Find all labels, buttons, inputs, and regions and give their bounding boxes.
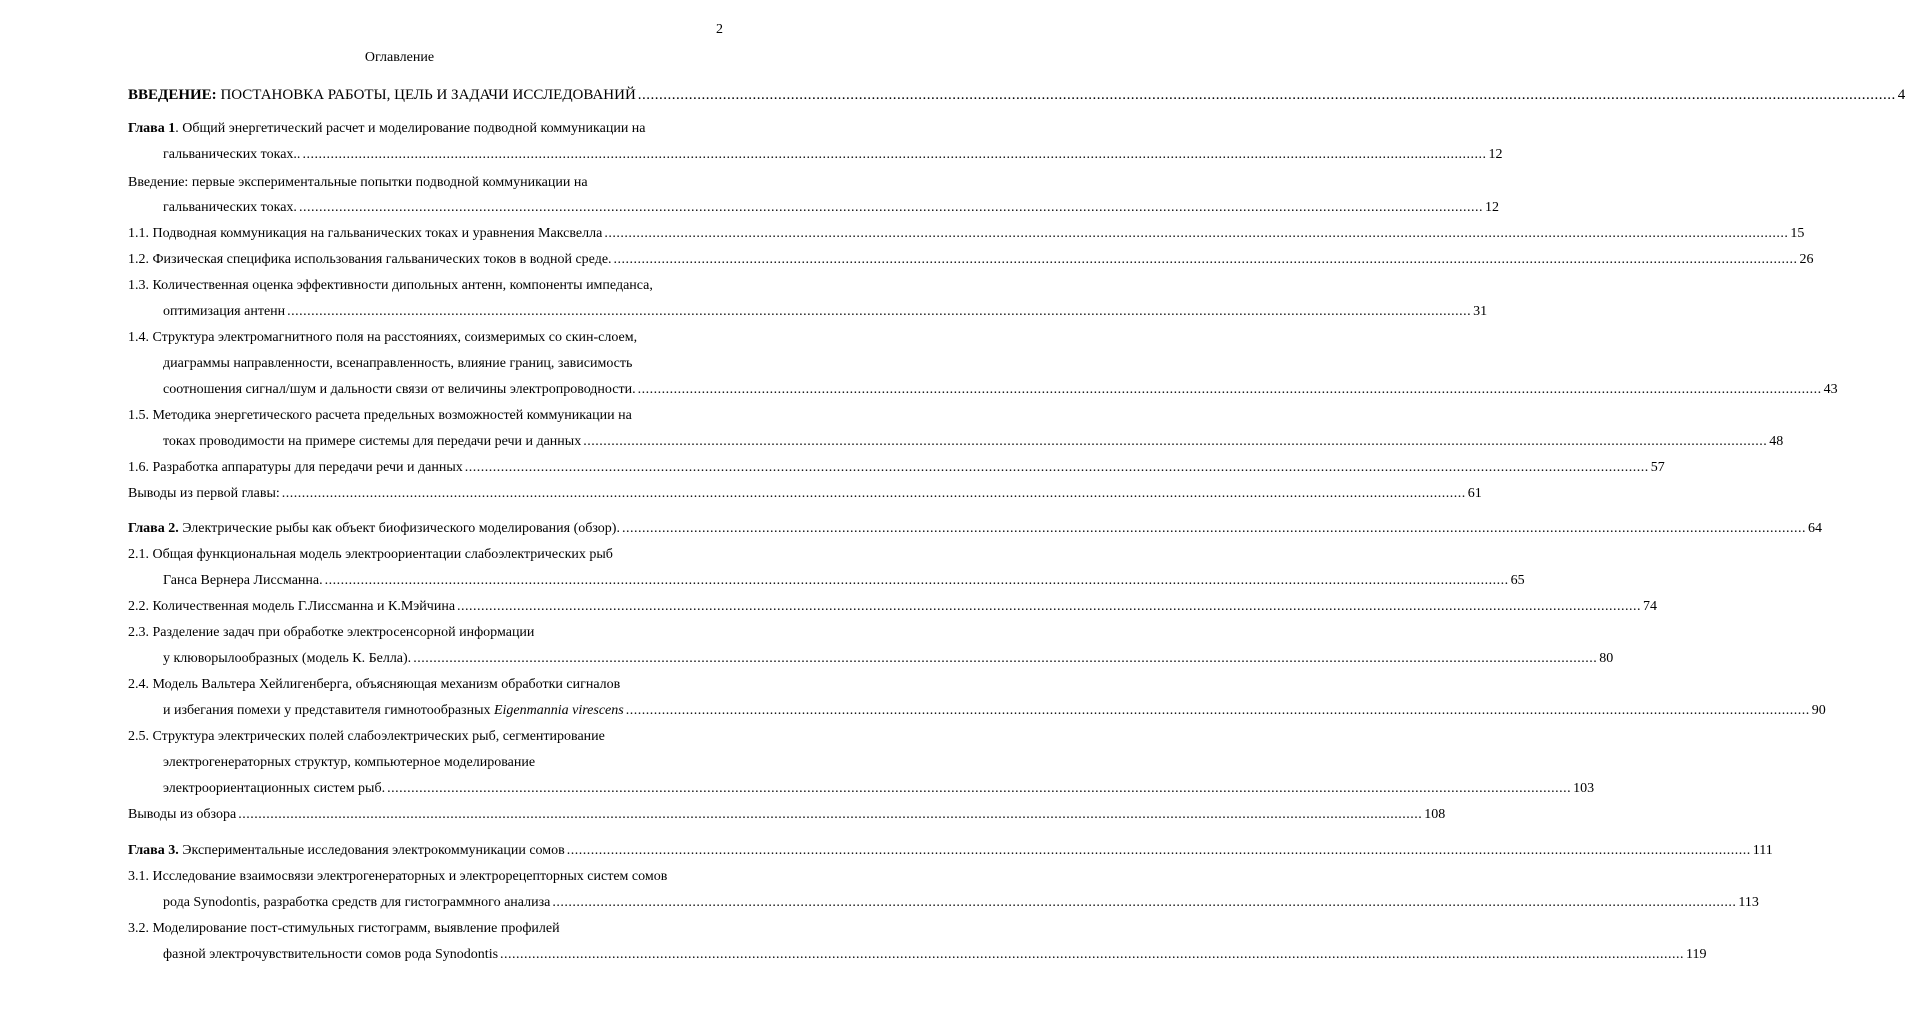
toc-line	[128, 598, 1658, 616]
toc-entry-title: 1.3. Количественная оценка эффективности дипольных антенн, компоненты импеданса,	[128, 278, 653, 293]
toc-entry-text	[128, 485, 280, 503]
toc-entry-title: 2.1. Общая функциональная модель электроориентации слабоэлектрических рыб	[128, 547, 613, 562]
toc-entry-text	[128, 676, 620, 694]
toc-line	[128, 520, 1822, 538]
toc-page-number: 108	[1424, 807, 1446, 822]
toc-line	[163, 894, 1759, 912]
toc-page-number: 90	[1811, 703, 1826, 718]
toc-line	[163, 146, 1503, 164]
toc-entry-text	[128, 868, 667, 886]
dot-leader	[622, 520, 1806, 538]
toc-page-number: 119	[1686, 947, 1707, 962]
dot-leader	[583, 433, 1767, 451]
toc-entry-text	[128, 329, 637, 347]
toc-entry-title: оптимизация антенн	[163, 304, 286, 319]
toc-entry-title: Ганса Вернера Лиссманна.	[163, 573, 323, 588]
toc-line	[163, 946, 1707, 964]
toc-entry-title: 2.3. Разделение задач при обработке электросенсорной информации	[128, 625, 535, 640]
toc-line	[128, 546, 613, 564]
dot-leader	[567, 842, 1751, 860]
toc-page-number: 12	[1484, 200, 1499, 215]
toc-line	[163, 780, 1595, 798]
toc-entry-title: Введение: первые экспериментальные попытки подводной коммуникации на	[128, 175, 588, 190]
toc-line	[128, 277, 653, 295]
toc-line	[163, 650, 1614, 668]
toc-page-number: 113	[1738, 895, 1759, 910]
toc-entry-title: Экспериментальные исследования электрокоммуникации сомов	[178, 843, 565, 858]
toc-line	[163, 572, 1525, 590]
toc-entry-title: токах проводимости на примере системы для передачи речи и данных	[163, 434, 582, 449]
toc-entry-title: электроориентационных систем рыб.	[163, 781, 386, 796]
toc-line	[128, 329, 637, 347]
toc-line	[163, 702, 1826, 720]
dot-leader	[552, 894, 1736, 912]
toc-entry-text	[163, 433, 581, 451]
toc-page-number: 111	[1752, 843, 1773, 858]
page-title: Оглавление	[364, 50, 435, 65]
toc-line	[128, 86, 1905, 104]
toc-page-number: 61	[1467, 486, 1482, 501]
toc-entry-text	[128, 624, 534, 642]
toc-entry-text	[128, 120, 646, 138]
toc-page-number: 15	[1790, 226, 1805, 241]
toc-line	[128, 251, 1814, 269]
toc-line	[128, 806, 1446, 824]
toc-entry-title: гальванических токах..	[163, 147, 301, 162]
toc-entry-title: диаграммы направленности, всенаправленность, влияние границ, зависимость	[163, 356, 633, 371]
toc-entry-heading: Глава 1	[128, 121, 176, 136]
toc-page-number: 31	[1473, 304, 1488, 319]
toc-entry-title: электрогенераторных структур, компьютерное моделирование	[163, 755, 536, 770]
toc-entry-text	[128, 251, 612, 269]
toc-entry-species: Eigenmannia virescens	[493, 703, 624, 718]
toc-entry-text	[128, 598, 455, 616]
toc-entry-text	[128, 728, 605, 746]
dot-leader	[387, 780, 1571, 798]
dot-leader	[614, 251, 1798, 269]
toc-entry-title: соотношения сигнал/шум и дальности связи от величины электропроводности.	[163, 382, 636, 397]
toc-page-number: 65	[1510, 573, 1525, 588]
dot-leader	[604, 225, 1788, 243]
toc-entry-title: и избегания помехи у представителя гимнотообразных	[163, 703, 494, 718]
toc-entry-text	[163, 381, 636, 399]
toc-line	[128, 728, 605, 746]
toc-entry-text	[128, 225, 602, 243]
toc-entry-text	[163, 946, 498, 964]
toc-entry-heading: Глава 3.	[128, 843, 179, 858]
toc-line	[163, 754, 535, 772]
toc-entry-text	[128, 842, 565, 860]
toc-line	[163, 303, 1488, 321]
toc-entry-title: Выводы из обзора	[128, 807, 237, 822]
toc-line	[128, 459, 1665, 477]
toc-entry-text	[163, 303, 285, 321]
toc-line	[128, 407, 632, 425]
toc-entry-title: 1.6. Разработка аппаратуры для передачи речи и данных	[128, 460, 463, 475]
toc-entry-title: 2.2. Количественная модель Г.Лиссманна и К.Мэйчина	[128, 599, 456, 614]
toc-entry-text	[163, 355, 632, 373]
toc-entry-title: 1.2. Физическая специфика использования гальванических токов в водной среде.	[128, 252, 612, 267]
toc-line	[128, 485, 1482, 503]
toc-entry-title: 3.1. Исследование взаимосвязи электрогенераторных и электрорецепторных систем сомов	[128, 869, 668, 884]
toc-entry-text	[163, 702, 624, 720]
toc-entry-text	[128, 86, 636, 104]
toc-page-number: 64	[1807, 521, 1822, 536]
dot-leader	[457, 598, 1641, 616]
dot-leader	[238, 806, 1422, 824]
toc-page-number: 48	[1769, 434, 1784, 449]
toc-entry-text	[163, 780, 385, 798]
toc-line	[128, 676, 620, 694]
dot-leader	[287, 303, 1471, 321]
toc-entry-title: ПОСТАНОВКА РАБОТЫ, ЦЕЛЬ И ЗАДАЧИ ИССЛЕДОВАНИЙ	[216, 87, 636, 103]
dot-leader	[500, 946, 1684, 964]
dot-leader	[282, 485, 1466, 503]
toc-entry-title: Выводы из первой главы:	[128, 486, 280, 501]
dot-leader	[626, 702, 1810, 720]
dot-leader	[638, 381, 1822, 399]
toc-page-number: 4	[1897, 87, 1905, 103]
toc-entry-text	[128, 459, 463, 477]
toc-page-number: 57	[1650, 460, 1665, 475]
toc-entry-text	[128, 407, 632, 425]
toc-entry-text	[128, 520, 620, 538]
toc-entry-text	[163, 894, 550, 912]
toc-page-number: 12	[1488, 147, 1503, 162]
toc-entry-text	[128, 546, 613, 564]
toc-entry-title: 2.5. Структура электрических полей слабоэлектрических рыб, сегментирование	[128, 729, 605, 744]
dot-leader	[299, 199, 1483, 217]
toc-line	[128, 868, 667, 886]
toc-page-number: 43	[1823, 382, 1838, 397]
toc-entry-title: 2.4. Модель Вальтера Хейлигенберга, объясняющая механизм обработки сигналов	[128, 677, 621, 692]
toc-line	[163, 381, 1838, 399]
toc-entry-heading: ВВЕДЕНИЕ:	[128, 87, 217, 103]
toc-entry-text	[128, 920, 560, 938]
toc-entry-title: 1.4. Структура электромагнитного поля на расстояниях, соизмеримых со скин-слоем,	[128, 330, 638, 345]
toc-entry-text	[163, 572, 323, 590]
toc-entry-title: 1.1. Подводная коммуникация на гальванических токах и уравнения Максвелла	[128, 226, 603, 241]
toc-entry-text	[163, 754, 535, 772]
toc-entry-title: . Общий энергетический расчет и моделирование подводной коммуникации на	[175, 121, 646, 136]
toc-entry-text	[163, 199, 297, 217]
toc-entry-title: 1.5. Методика энергетического расчета предельных возможностей коммуникации на	[128, 408, 632, 423]
toc-line	[128, 120, 646, 138]
toc-entry-text	[163, 146, 300, 164]
toc-entry-title: рода Synodontis, разработка средств для гистограммного анализа	[163, 895, 551, 910]
toc-line	[128, 920, 560, 938]
dot-leader	[325, 572, 1509, 590]
toc-page-number: 80	[1599, 651, 1614, 666]
toc-page-number: 74	[1643, 599, 1658, 614]
dot-leader	[413, 650, 1597, 668]
toc-entry-heading: Глава 2.	[128, 521, 179, 536]
toc-entry-title: фазной электрочувствительности сомов рода Synodontis	[163, 947, 499, 962]
toc-entry-text	[163, 650, 411, 668]
toc-entry-title: у клюворылообразных (модель К. Белла).	[163, 651, 412, 666]
dot-leader	[465, 459, 1649, 477]
toc-line	[163, 355, 632, 373]
page-number: 2	[716, 22, 723, 37]
toc-line	[163, 433, 1784, 451]
toc-entry-title: гальванических токах.	[163, 200, 297, 215]
dot-leader	[638, 86, 1896, 104]
toc-entry-title: 3.2. Моделирование пост-стимульных гистограмм, выявление профилей	[128, 921, 560, 936]
toc-entry-text	[128, 174, 588, 192]
toc-line	[128, 842, 1773, 860]
toc-entry-text	[128, 277, 653, 295]
toc-line	[163, 199, 1499, 217]
toc-page-number: 26	[1799, 252, 1814, 267]
toc-line	[128, 624, 534, 642]
toc-entry-text	[128, 806, 236, 824]
toc-entry-title: Электрические рыбы как объект биофизического моделирования (обзор).	[178, 521, 620, 536]
toc-line	[128, 225, 1805, 243]
toc-page-number: 103	[1573, 781, 1595, 796]
toc-line	[128, 174, 588, 192]
dot-leader	[302, 146, 1486, 164]
